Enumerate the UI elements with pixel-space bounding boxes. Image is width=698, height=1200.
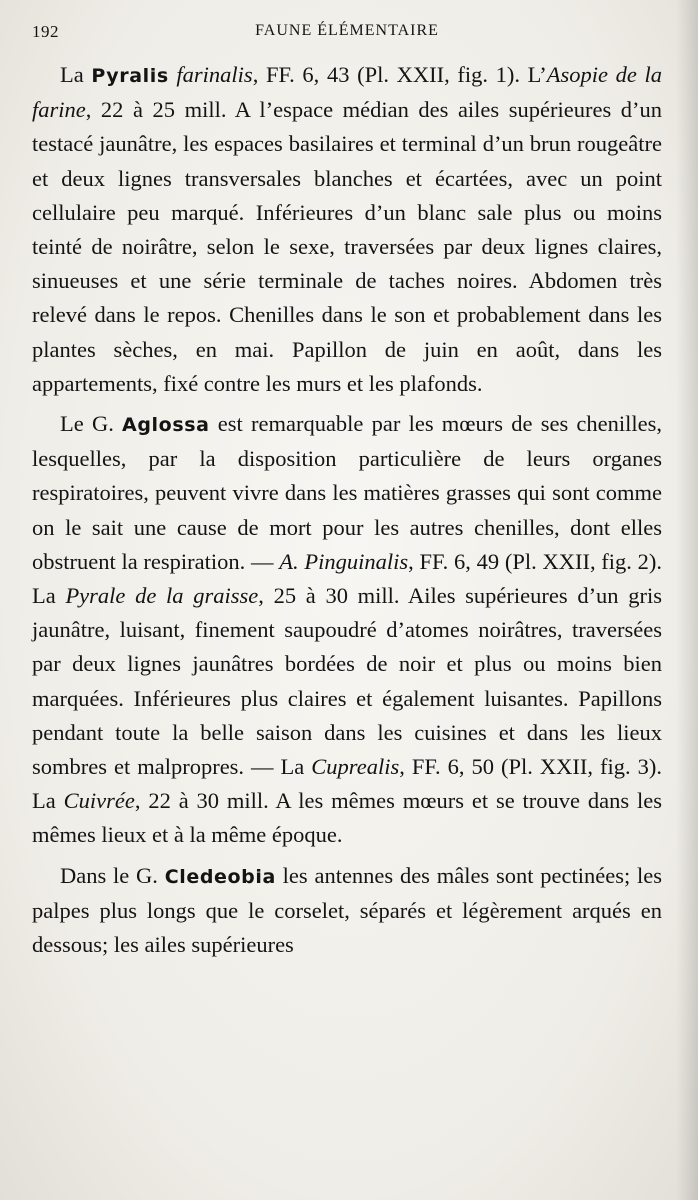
common-name-asopie: Asopie de la farine bbox=[32, 62, 663, 123]
species-name-cuprealis: Cuprealis bbox=[311, 754, 400, 780]
text-run: Dans le G. bbox=[60, 862, 165, 888]
text-run: , 22 à 25 mill. A l’espace médian des ailes supérieures d’un testacé jaunâtre, les espaces basilaires et terminal d’un brun rougeâtre et deux lignes transversales blanches et écartées, avec un point cellulaire peu marqué. Inférieures d’un blanc sale plus ou moins teinté de noirâtre, selon le sexe, traversées par deux lignes claires, sinueuses et une série terminale de taches noires. Abdomen très relevé dans le repos. Chenilles dans le son et probablement dans les plantes sèches, en mai. Papillon de juin en août, dans les appartements, fixé contre les murs et les plafonds. bbox=[32, 97, 662, 396]
species-name-farinalis: farinalis bbox=[176, 62, 253, 87]
paragraph-aglossa bbox=[32, 407, 662, 853]
text-run: , FF. 6, 43 (Pl. XXII, fig. 1). L’ bbox=[252, 62, 547, 87]
text-run: Le G. bbox=[60, 411, 123, 437]
text-run: La bbox=[60, 62, 92, 87]
text-run: , FF. 6, 50 (Pl. XXII, fig. 3). La bbox=[32, 754, 663, 814]
page-edge-shadow bbox=[676, 0, 698, 1200]
genus-name-pyralis: Pyralis bbox=[91, 65, 169, 87]
page-number: 192 bbox=[32, 22, 59, 41]
common-name-cuivree: Cuivrée bbox=[63, 788, 135, 814]
common-name-pyrale-graisse: Pyrale de la graisse bbox=[65, 583, 259, 609]
text-run: , 22 à 30 mill. A les mêmes mœurs et se trouve dans les mêmes lieux et à la même époque. bbox=[32, 788, 663, 848]
genus-name-aglossa: Aglossa bbox=[122, 414, 210, 437]
genus-name-cledeobia: Cledeobia bbox=[164, 865, 276, 888]
body-text bbox=[32, 58, 662, 968]
paragraph-pyralis bbox=[32, 58, 662, 401]
species-name-pinguinalis: A. Pinguinalis bbox=[279, 548, 409, 574]
page-header bbox=[32, 20, 662, 48]
text-run: les antennes des mâles sont pectinées; les palpes plus longs que le corselet, séparés et légèrement arqués en dessous; les ailes supérieures bbox=[32, 862, 662, 958]
text-run: est remarquable par les mœurs de ses chenilles, lesquelles, par la disposition particulière de leurs organes respiratoires, peuvent vivre dans les matières grasses qui sont comme on le sait une cause de mort pour les autres chenilles, dont elles obstruent la respiration. — bbox=[32, 411, 663, 574]
paragraph-cledeobia bbox=[32, 859, 662, 963]
text-run: , FF. 6, 49 (Pl. XXII, fig. 2). La bbox=[32, 548, 663, 609]
running-title: FAUNE ÉLÉMENTAIRE bbox=[255, 22, 439, 39]
text-run: , 25 à 30 mill. Ailes supérieures d’un gris jaunâtre, luisant, finement saupoudré d’atomes noirâtres, traversées par deux lignes jaunâtres bordées de noir et plus ou moins bien marquées. Inférieures plus claires et également luisantes. Papillons pendant toute la belle saison dans les cuisines et dans les lieux sombres et malpropres. — La bbox=[32, 583, 663, 780]
